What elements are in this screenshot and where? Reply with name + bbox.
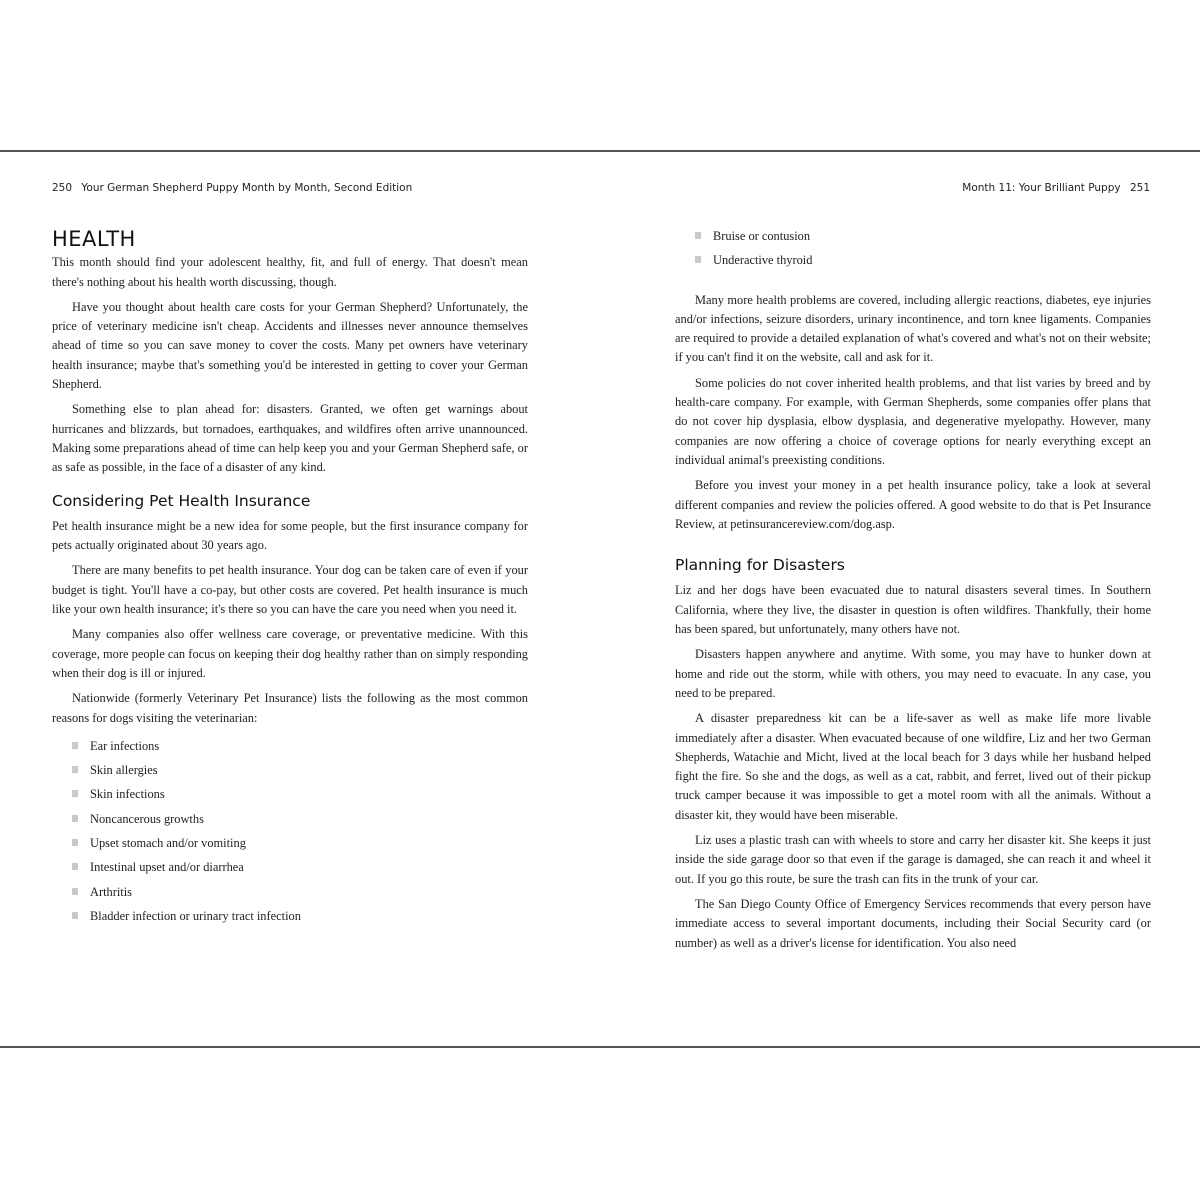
square-bullet-icon bbox=[72, 742, 78, 749]
square-bullet-icon bbox=[72, 766, 78, 773]
paragraph: Some policies do not cover inherited health problems, and that list varies by breed and by health-care company. For example, with German Shepherds, some companies offer plans that do not cover hip dysplasia, elbow dysplasia, and degenerative myelopathy. However, many companies are now offering a choice of coverage options for nearly everything except an individual animal's preexisting conditions. bbox=[675, 375, 1151, 467]
section-heading-health: HEALTH bbox=[52, 227, 136, 251]
left-page bbox=[0, 152, 600, 1046]
list-item: Arthritis bbox=[52, 880, 528, 904]
square-bullet-icon bbox=[72, 912, 78, 919]
paragraph: Many companies also offer wellness care coverage, or preventative medicine. With this coverage, more people can focus on keeping their dog healthy rather than on simply responding when their dog is ill or injured. bbox=[52, 627, 528, 680]
paragraph: The San Diego County Office of Emergency Services recommends that every person have immediate access to several important documents, including their Social Security card (or number) as well as a driver's license for identification. You also need bbox=[675, 896, 1151, 950]
square-bullet-icon bbox=[72, 888, 78, 895]
paragraph: Disasters happen anywhere and anytime. With some, you may have to hunker down at home and ride out the storm, while with others, you may need to evacuate. In any case, you need to be prepared. bbox=[675, 647, 1151, 700]
list-item: Noncancerous growths bbox=[52, 807, 528, 831]
right-running-head bbox=[962, 182, 1150, 194]
list-item: Ear infections bbox=[52, 734, 528, 758]
right-page-number: 251 bbox=[1129, 182, 1150, 194]
paragraph: Before you invest your money in a pet health insurance policy, take a look at several different companies and review the policies offered. A good website to do that is Pet Insurance Review, at petinsurancereview.com/dog.asp. bbox=[675, 478, 1151, 531]
paragraph: There are many benefits to pet health insurance. Your dog can be taken care of even if your budget is tight. You'll have a co-pay, but other costs are covered. Pet health insurance is much like your own health insurance; it's there so you can have the care you need when you need it. bbox=[52, 563, 528, 617]
right-column bbox=[675, 224, 1151, 959]
left-page-number: 250 bbox=[52, 182, 73, 194]
list-item: Intestinal upset and/or diarrhea bbox=[52, 855, 528, 879]
paragraph: Liz and her dogs have been evacuated due to natural disasters several times. In Southern California, where they live, the disaster in question is often wildfires. Thankfully, their home has been spared, but unfortunately, many others have not. bbox=[675, 583, 1151, 637]
list-item: Underactive thyroid bbox=[675, 248, 1151, 272]
list-item: Skin infections bbox=[52, 782, 528, 806]
square-bullet-icon bbox=[695, 232, 701, 239]
vet-visit-reasons-list bbox=[52, 734, 528, 928]
paragraph: A disaster preparedness kit can be a life-saver as well as make life more livable immediately after a disaster. When evacuated because of one wildfire, Liz and her two German Shepherds, Watachie and Micht, lived at the local beach for 3 days while her husband helped fight the fire. So she and the dogs, as well as a cat, rabbit, and ferret, lived out of their pickup truck camper because it was impossible to get a motel room with all the animals. Without a disaster kit, they would have been miserable. bbox=[675, 711, 1151, 822]
list-item: Upset stomach and/or vomiting bbox=[52, 831, 528, 855]
square-bullet-icon bbox=[72, 815, 78, 822]
right-page bbox=[600, 152, 1200, 1046]
list-item: Bladder infection or urinary tract infection bbox=[52, 904, 528, 928]
right-running-head-title: Month 11: Your Brilliant Puppy bbox=[962, 182, 1121, 194]
left-column bbox=[52, 227, 528, 938]
book-spread bbox=[0, 150, 1200, 1048]
paragraph: Nationwide (formerly Veterinary Pet Insurance) lists the following as the most common reasons for dogs visiting the veterinarian: bbox=[52, 691, 528, 725]
list-item: Skin allergies bbox=[52, 758, 528, 782]
square-bullet-icon bbox=[72, 863, 78, 870]
paragraph: This month should find your adolescent healthy, fit, and full of energy. That doesn't mean there's nothing about his health worth discussing, though. bbox=[52, 255, 528, 289]
subheading-pet-insurance: Considering Pet Health Insurance bbox=[52, 491, 311, 510]
square-bullet-icon bbox=[72, 790, 78, 797]
list-item: Bruise or contusion bbox=[675, 224, 1151, 248]
paragraph: Many more health problems are covered, including allergic reactions, diabetes, eye injuries and/or infections, seizure disorders, urinary incontinence, and torn knee ligaments. Companies are required to provide a detailed explanation of what's covered and what's not on their website; if you can't find it on the website, call and ask for it. bbox=[675, 292, 1151, 365]
paragraph: Pet health insurance might be a new idea for some people, but the first insurance company for pets actually originated about 30 years ago. bbox=[52, 518, 528, 553]
paragraph: Liz uses a plastic trash can with wheels to store and carry her disaster kit. She keeps it just inside the side garage door so that even if the garage is damaged, she can reach it and wheel it out. If you go this route, be sure the trash can fits in the trunk of your car. bbox=[675, 833, 1151, 886]
paragraph: Something else to plan ahead for: disasters. Granted, we often get warnings about hurricanes and blizzards, but tornadoes, earthquakes, and wildfires often arrive unannounced. Making some preparations ahead of time can help keep you and your German Shepherd safe, or as safe as possible, in the face of a disaster of any kind. bbox=[52, 402, 528, 475]
square-bullet-icon bbox=[695, 256, 701, 263]
left-running-head bbox=[52, 182, 412, 194]
subheading-planning-for-disasters: Planning for Disasters bbox=[675, 556, 845, 575]
paragraph: Have you thought about health care costs for your German Shepherd? Unfortunately, the price of veterinary medicine isn't cheap. Accidents and illnesses never announce themselves ahead of time so you can save money to cover the costs. Many pet owners have veterinary health insurance; maybe that's something you'd be interested in getting to cover your German Shepherd. bbox=[52, 299, 528, 392]
square-bullet-icon bbox=[72, 839, 78, 846]
vet-visit-reasons-list-continued bbox=[675, 224, 1151, 273]
left-running-head-title: Your German Shepherd Puppy Month by Month, Second Edition bbox=[81, 182, 413, 194]
